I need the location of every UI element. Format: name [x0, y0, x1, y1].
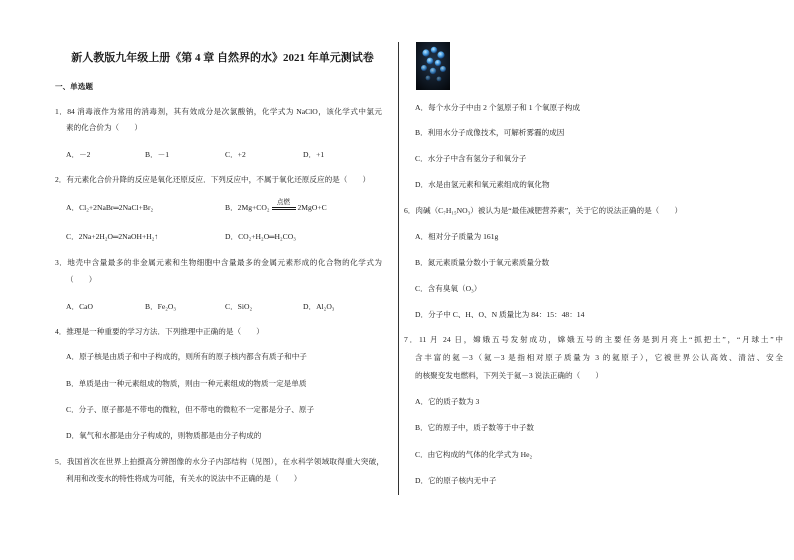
question-stem-line: 的核聚变发电燃料，下列关于氦－3 说法正确的（ ） [415, 371, 603, 380]
molecule-atom [431, 47, 437, 53]
option-c: C．+2 [225, 150, 246, 159]
water-molecule-image [416, 42, 450, 90]
option-c: C．水分子中含有氢分子和氧分子 [415, 154, 527, 163]
molecule-atom [435, 60, 441, 66]
document-title: 新人教版九年级上册《第 4 章 自然界的水》2021 年单元测试卷 [71, 52, 374, 64]
molecule-atom [422, 49, 429, 56]
molecule-atom [426, 76, 431, 81]
question-stem-line: 3．地壳中含量最多的非金属元素和生物细胞中含量最多的金属元素形成的化合物的化学式为 [55, 258, 382, 267]
option-d: D．氧气和水都是由分子构成的，则物质都是由分子构成的 [66, 431, 262, 440]
molecule-atom [430, 68, 436, 74]
option-c: C．SiO₂ [225, 302, 253, 311]
molecule-atom [437, 51, 444, 58]
option-b [225, 198, 327, 213]
option-b: B．Fe₂O₃ [145, 302, 177, 311]
question-stem-line: 素的化合价为（ ） [66, 123, 142, 132]
section-heading: 一、单选题 [55, 82, 93, 91]
question-stem-line: 6．肉碱（C₇H₁₅NO₃）被认为是“最佳减肥营养素”，关于它的说法正确的是（ ） [404, 206, 683, 215]
molecule-atom [437, 77, 442, 82]
option-c: C．分子、原子都是不带电的微粒，但不带电的微粒不一定都是分子、原子 [66, 405, 315, 414]
molecule-atom [440, 66, 446, 72]
option-d: D．CO₂+H₂O═H₂CO₃ [225, 232, 296, 241]
molecule-atom [421, 65, 427, 71]
question-stem-line: 1．84 消毒液作为常用的消毒剂，其有效成分是次氯酸钠，化学式为 NaClO，该化学式中氯元 [55, 107, 382, 116]
option-a: A．相对分子质量为 161g [415, 232, 499, 241]
option-b: B．单质是由一种元素组成的物质，则由一种元素组成的物质一定是单质 [66, 379, 307, 388]
option-a: A．Cl₂+2NaBr═2NaCl+Br₂ [66, 203, 154, 212]
reaction-condition-arrow [272, 198, 296, 210]
option-d: D．它的原子核内无中子 [415, 476, 497, 485]
option-d: D．水是由氢元素和氧元素组成的氧化物 [415, 180, 550, 189]
question-stem-line: 2．有元素化合价升降的反应是氧化还原反应．下列反应中，不属于氧化还原反应的是（ ） [55, 175, 371, 184]
question-stem-line: 7．11 月 24 日，嫦娥五号发射成功，嫦娥五号的主要任务是到月亮上“抓把土”，“月球土”中 [404, 335, 783, 344]
option-b: B．氮元素质量分数小于氧元素质量分数 [415, 258, 550, 267]
water-molecule-figure [416, 42, 450, 90]
option-d: D．分子中 C、H、O、N 质量比为 84：15：48：14 [415, 310, 585, 319]
option-label: B． [225, 203, 238, 212]
option-a: A．每个水分子中由 2 个氢原子和 1 个氧原子构成 [415, 103, 580, 112]
option-a: A．CaO [66, 302, 93, 311]
option-b: B．它的原子中，质子数等于中子数 [415, 423, 534, 432]
option-c: C．含有臭氧（O₃） [415, 284, 482, 293]
reaction-condition: 点燃 [276, 198, 291, 206]
option-d: D．+1 [303, 150, 325, 159]
equation-reactants: 2Mg+CO₂ [237, 203, 270, 212]
option-c: C．由它构成的气体的化学式为 He₂ [415, 450, 533, 459]
question-stem-line: 4．推理是一种重要的学习方法．下列推理中正确的是（ ） [55, 327, 264, 336]
option-a: A．原子核是由质子和中子构成的，则所有的原子核内都含有质子和中子 [66, 352, 307, 361]
option-a: A．－2 [66, 150, 91, 159]
option-b: B．－1 [145, 150, 170, 159]
option-c: C．2Na+2H₂O═2NaOH+H₂↑ [66, 232, 159, 241]
equation-products: 2MgO+C [297, 203, 327, 212]
option-b: B．利用水分子成像技术，可解析雾霾的成因 [415, 128, 565, 137]
molecule-atom [427, 58, 434, 65]
question-stem-line: 利用和改变水的特性将成为可能，有关水的说法中不正确的是（ ） [66, 474, 302, 483]
question-stem-line: 5．我国首次在世界上拍摄高分辨图像的水分子内部结构（见图），在水科学领域取得重大突破， [55, 457, 384, 466]
option-d: D．Al₂O₃ [303, 302, 335, 311]
question-stem-line: （ ） [66, 275, 97, 284]
question-stem-line: 含丰富的氦－3（氦－3 是指相对原子质量为 3 的氦原子），它被世界公认高效、清洁、安全 [415, 353, 783, 362]
column-divider [398, 42, 399, 495]
option-a: A．它的质子数为 3 [415, 397, 480, 406]
